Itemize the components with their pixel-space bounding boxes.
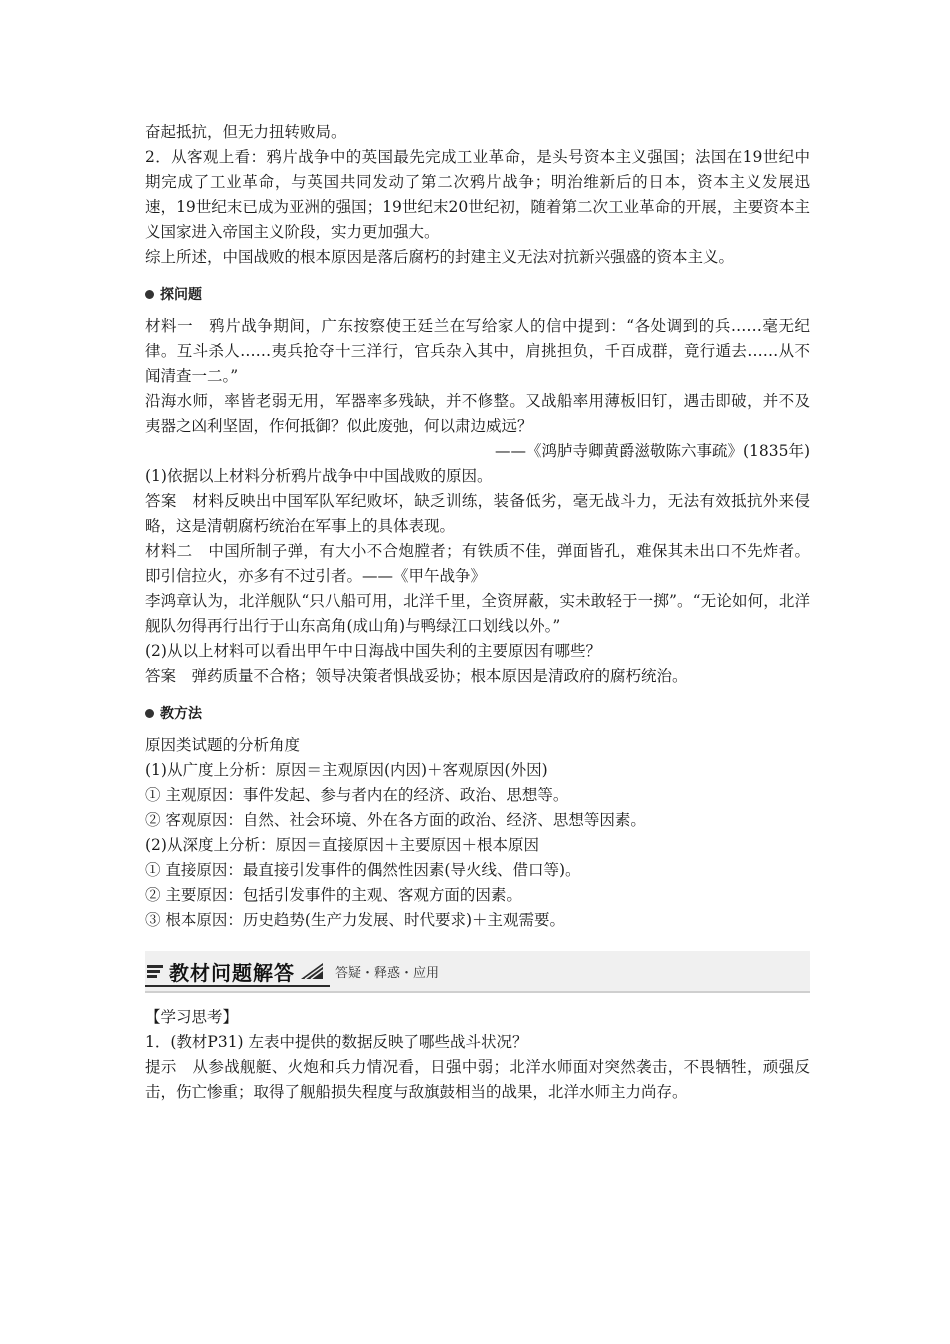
section-heading-text: 教方法 xyxy=(160,706,202,722)
method-line-1: 原因类试题的分析角度 xyxy=(145,736,301,754)
material-1-citation: ——《鸿胪寺卿黄爵滋敬陈六事疏》(1835年) xyxy=(494,442,810,460)
study-answer-1: 提示 从参战舰艇、火炮和兵力情况看，日强中弱；北洋水师面对突然袭击，不畏牺牲，顽强反击，伤亡惨重；取得了舰船损失程度与敌旗鼓相当的战果，北洋水师主力尚存。 xyxy=(145,1058,810,1101)
method-line-5: (2)从深度上分析：原因＝直接原因＋主要原因＋根本原因 xyxy=(145,836,539,854)
material-2-lihongzhang: 李鸿章认为，北洋舰队“只八船可用，北洋千里，全资屏蔽，实未敢轻于一掷”。“无论如何，北洋舰队勿得再行出行于山东高角(成山角)与鸭绿江口划线以外。” xyxy=(145,592,810,635)
answer-2: 答案 弹药质量不合格；领导决策者惧战妥协；根本原因是清政府的腐朽统治。 xyxy=(145,667,688,685)
banner-title: 教材问题解答 xyxy=(169,960,295,985)
method-line-2: (1)从广度上分析：原因＝主观原因(内因)＋客观原因(外因) xyxy=(145,761,548,779)
section-heading-tanwenti xyxy=(145,284,810,304)
section-heading-jiaofangfa xyxy=(145,703,810,723)
intro-summary: 综上所述，中国战败的根本原因是落后腐朽的封建主义无法对抗新兴强盛的资本主义。 xyxy=(145,248,735,266)
material-1-navy: 沿海水师，率皆老弱无用，军器率多残缺，并不修整。又战船率用薄板旧钉，遇击即破，并不及夷器之凶利坚固，作何抵御？似此废弛，何以肃边威远？ xyxy=(145,392,810,435)
method-line-7: ② 主要原因：包括引发事件的主观、客观方面的因素。 xyxy=(145,886,522,904)
banner-stripes-icon xyxy=(147,965,163,978)
banner-subtitle: 答疑・释惑・应用 xyxy=(335,965,440,981)
method-line-8: ③ 根本原因：历史趋势(生产力发展、时代要求)＋主观需要。 xyxy=(145,911,566,929)
bullet-dot-icon xyxy=(145,709,154,718)
method-line-3: ① 主观原因：事件发起、参与者内在的经济、政治、思想等。 xyxy=(145,786,569,804)
banner-underline xyxy=(145,985,330,987)
intro-line-2: 2．从客观上看：鸦片战争中的英国最先完成工业革命，是头号资本主义强国；法国在19世纪中期完成了工业革命，与英国共同发动了第二次鸦片战争；明治维新后的日本，资本主义发展迅速，19世纪末已成为亚洲的强国；19世纪末20世纪初，随着第二次工业革命的开展，主要资本主义国家进入帝国主义阶段，实力更加强大。 xyxy=(145,148,810,241)
method-line-4: ② 客观原因：自然、社会环境、外在各方面的政治、经济、思想等因素。 xyxy=(145,811,646,829)
bullet-dot-icon xyxy=(145,290,154,299)
section-heading-text: 探问题 xyxy=(160,287,202,303)
material-1-letter: 材料一 鸦片战争期间，广东按察使王廷兰在写给家人的信中提到：“各处调到的兵……毫无纪律。互斗杀人……夷兵抢夺十三洋行，官兵杂入其中，肩挑担负，千百成群，竟行遁去……从不闻清查一二。” xyxy=(145,317,810,385)
banner-wedge-icon xyxy=(301,963,323,979)
document-page xyxy=(145,120,810,1105)
method-line-6: ① 直接原因：最直接引发事件的偶然性因素(导火线、借口等)。 xyxy=(145,861,581,879)
study-heading: 【学习思考】 xyxy=(145,1008,239,1026)
material-2-bullets: 材料二 中国所制子弹，有大小不合炮膛者；有铁质不佳，弹面皆孔，难保其未出口不先炸者。即引信拉火，亦多有不过引者。——《甲午战争》 xyxy=(145,542,810,585)
answer-1: 答案 材料反映出中国军队军纪败坏，缺乏训练，装备低劣，毫无战斗力，无法有效抵抗外来侵略，这是清朝腐朽统治在军事上的具体表现。 xyxy=(145,492,810,535)
study-question-1: 1．(教材P31) 左表中提供的数据反映了哪些战斗状况？ xyxy=(145,1033,528,1051)
section-banner xyxy=(145,951,810,993)
intro-line-1: 奋起抵抗，但无力扭转败局。 xyxy=(145,123,347,141)
question-1: (1)依据以上材料分析鸦片战争中中国战败的原因。 xyxy=(145,467,493,485)
question-2: (2)从以上材料可以看出甲午中日海战中国失利的主要原因有哪些？ xyxy=(145,642,601,660)
